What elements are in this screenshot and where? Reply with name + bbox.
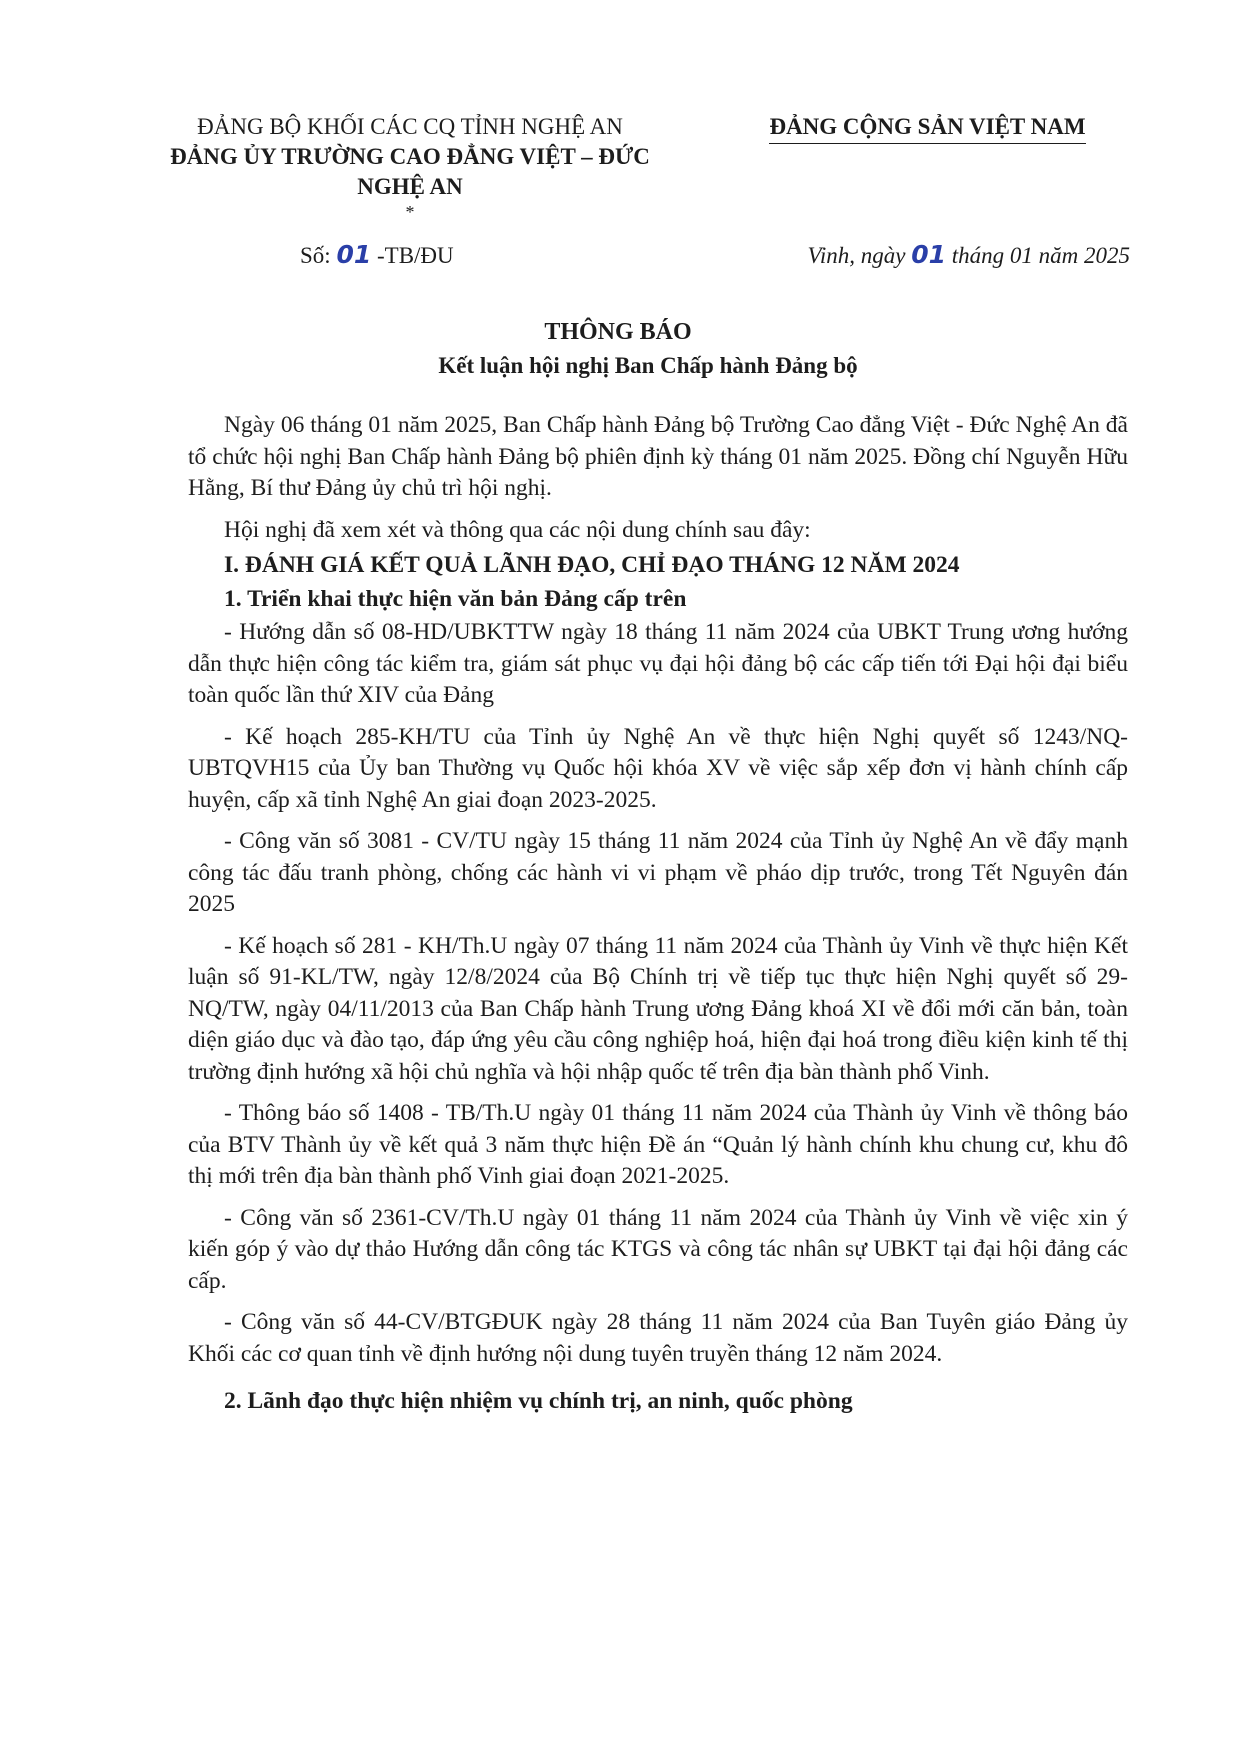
list-item: - Công văn số 2361-CV/Th.U ngày 01 tháng 11 năm 2024 của Thành ủy Vinh về việc xin ý kiến góp ý vào dự thảo Hướng dẫn công tác KTGS và công tác nhân sự UBKT tại đại hội đảng các cấp. — [188, 1204, 1128, 1294]
handwritten-doc-number: 01 — [336, 240, 372, 269]
document-subtitle: Kết luận hội nghị Ban Chấp hành Đảng bộ — [438, 353, 858, 378]
document-number — [300, 240, 560, 271]
party-motto-header — [735, 112, 1120, 144]
subsection-heading: 2. Lãnh đạo thực hiện nhiệm vụ chính trị, an ninh, quốc phòng — [224, 1388, 853, 1414]
document-title: THÔNG BÁO — [544, 319, 692, 345]
list-item: - Công văn số 3081 - CV/TU ngày 15 tháng 11 năm 2024 của Tỉnh ủy Nghệ An về đẩy mạnh công tác đấu tranh phòng, chống các hành vi vi phạm về pháo dịp trước, trong Tết Nguyên đán 2025 — [188, 828, 1128, 917]
header-star-divider: * — [405, 202, 415, 222]
document-body — [188, 410, 1128, 1420]
list-item: - Công văn số 44-CV/BTGĐUK ngày 28 tháng 11 năm 2024 của Ban Tuyên giáo Đảng ủy Khối các cơ quan tỉnh về định hướng nội dung tuyên truyền tháng 12 năm 2024. — [188, 1309, 1128, 1367]
intro-paragraph: Ngày 06 tháng 01 năm 2025, Ban Chấp hành Đảng bộ Trường Cao đẳng Việt - Đức Nghệ An đã tổ chức hội nghị Ban Chấp hành Đảng bộ phiên định kỳ tháng 01 năm 2025. Đồng chí Nguyễn Hữu Hằng, Bí thư Đảng ủy chủ trì hội nghị. — [188, 412, 1128, 501]
doc-number-suffix: -TB/ĐU — [371, 243, 454, 268]
list-item: - Thông báo số 1408 - TB/Th.U ngày 01 tháng 11 năm 2024 của Thành ủy Vinh về thông báo của BTV Thành ủy về kết quả 3 năm thực hiện Đề án “Quản lý hành chính khu chung cư, khu đô thị mới trên địa bàn thành phố Vinh giai đoạn 2021-2025. — [188, 1100, 1128, 1189]
subsection-heading: 1. Triển khai thực hiện văn bản Đảng cấp trên — [224, 585, 687, 612]
section-heading: I. ĐÁNH GIÁ KẾT QUẢ LÃNH ĐẠO, CHỈ ĐẠO THÁNG 12 NĂM 2024 — [224, 552, 960, 578]
handwritten-day: 01 — [911, 240, 946, 269]
place-and-date — [740, 240, 1130, 271]
party-name-title: ĐẢNG CỘNG SẢN VIỆT NAM — [769, 112, 1085, 144]
doc-number-prefix: Số: — [300, 243, 337, 268]
list-item: - Kế hoạch số 281 - KH/Th.U ngày 07 tháng 11 năm 2024 của Thành ủy Vinh về thực hiện Kết luận số 91-KL/TW, ngày 12/8/2024 của Bộ Chính trị về tiếp tục thực hiện Nghị quyết số 29-NQ/TW, ngày 04/11/2013 của Ban Chấp hành Trung ương Đảng khoá XI về đổi mới căn bản, toàn diện giáo dục và đào tạo, đáp ứng yêu cầu công nghiệp hoá, hiện đại hoá trong điều kiện kinh tế thị trường định hướng xã hội chủ nghĩa và hội nhập quốc tế trên địa bàn thành phố Vinh. — [188, 932, 1128, 1085]
party-committee-name-cont: NGHỆ AN — [357, 174, 463, 199]
list-item: - Kế hoạch 285-KH/TU của Tỉnh ủy Nghệ An về thực hiện Nghị quyết số 1243/NQ-UBTQVH15 của Ủy ban Thường vụ Quốc hội khóa XV về việc sắp xếp đơn vị hành chính cấp huyện, cấp xã tỉnh Nghệ An giai đoạn 2023-2025. — [188, 723, 1128, 813]
parent-party-committee: ĐẢNG BỘ KHỐI CÁC CQ TỈNH NGHỆ AN — [197, 114, 623, 139]
date-prefix: Vinh, ngày — [807, 243, 912, 268]
intro-paragraph: Hội nghị đã xem xét và thông qua các nội dung chính sau đây: — [224, 516, 811, 543]
list-item: - Hướng dẫn số 08-HD/UBKTTW ngày 18 tháng 11 năm 2024 của UBKT Trung ương hướng dẫn thực hiện công tác kiểm tra, giám sát phục vụ đại hội đảng bộ các cấp tiến tới Đại hội đại biểu toàn quốc lần thứ XIV của Đảng — [188, 619, 1128, 708]
issuing-authority-header — [140, 112, 680, 220]
party-committee-name: ĐẢNG ỦY TRƯỜNG CAO ĐẲNG VIỆT – ĐỨC — [170, 144, 650, 169]
date-suffix: tháng 01 năm 2025 — [946, 243, 1130, 268]
